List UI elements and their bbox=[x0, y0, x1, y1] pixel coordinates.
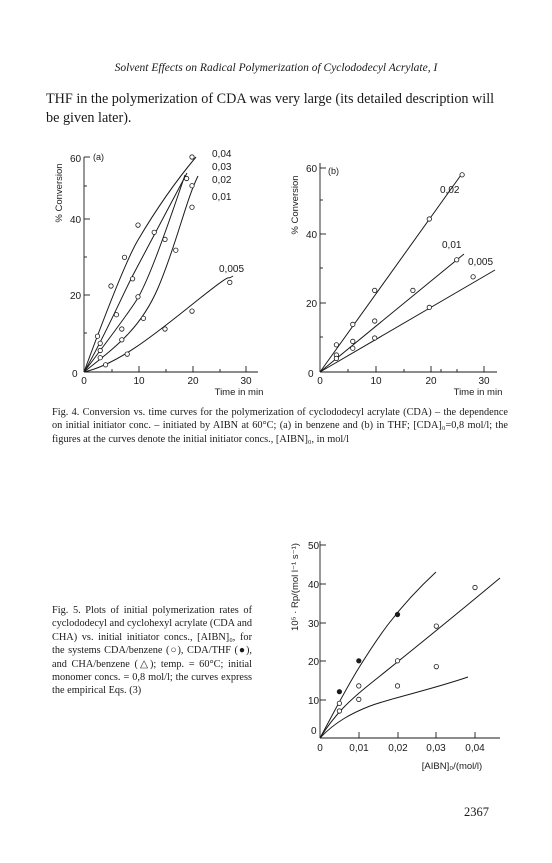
data-point bbox=[152, 230, 156, 234]
fig4b-plot bbox=[290, 163, 502, 398]
fig4a-ytick: 0 bbox=[72, 369, 78, 380]
running-head: Solvent Effects on Radical Polymerization of Cyclododecyl Acrylate, I bbox=[114, 62, 438, 74]
fig4b-xtick: 30 bbox=[478, 376, 490, 387]
data-point bbox=[471, 275, 475, 279]
data-point bbox=[357, 684, 361, 688]
fig4b-series-label: 0,02 bbox=[440, 185, 460, 196]
fig4a-curve-0.005 bbox=[84, 276, 233, 372]
fig4a-ytick: 20 bbox=[70, 291, 82, 302]
data-point bbox=[473, 585, 477, 589]
fig4b-ytick: 0 bbox=[308, 369, 314, 380]
data-point bbox=[125, 352, 129, 356]
fig4b-ytick: 60 bbox=[306, 164, 318, 175]
data-point bbox=[120, 338, 124, 342]
data-point bbox=[163, 237, 167, 241]
data-point bbox=[395, 612, 399, 616]
fig4b-ytick: 20 bbox=[306, 299, 318, 310]
fig5-ytick: 30 bbox=[308, 619, 320, 630]
fig5-xtick: 0,04 bbox=[465, 743, 485, 754]
fig4a-series-label: 0,005 bbox=[219, 264, 245, 275]
data-point bbox=[163, 327, 167, 331]
fig5-curve-cha-benzene bbox=[320, 677, 468, 738]
data-point bbox=[228, 280, 232, 284]
data-point bbox=[351, 322, 355, 326]
data-point bbox=[411, 288, 415, 292]
fig4-caption: Fig. 4. Conversion vs. time curves for the polymerization of cyclododecyl acrylate (CDA) – the dependence on initial initiator conc. – initiated by AIBN at 60°C; (a) in benzene and (b) in THF; [CDA]₀=0,8 mol/l; the figures at the curves denote the initial initiator concs., [AIBN]₀, in mol/l bbox=[52, 407, 508, 445]
data-point bbox=[103, 363, 107, 367]
data-point bbox=[351, 339, 355, 343]
fig4b-ytick: 40 bbox=[306, 230, 318, 241]
data-point bbox=[334, 343, 338, 347]
fig5-caption: Fig. 5. Plots of initial polymerization rates of cyclododecyl and cyclohexyl acrylate (CDA and CHA) vs. initial initiator concs., [AIBN]₀, for the systems CDA/benzene (○), CDA/THF (●), and CHA/benzene (△); temp. = 60°C; initial monomer concs. = 0,8 mol/l; the curves express the empirical Eqs. (3) bbox=[52, 605, 252, 697]
fig4a-ytick: 40 bbox=[70, 215, 82, 226]
fig4a-series-label: 0,04 bbox=[212, 149, 232, 160]
fig5-curve-cda-thf bbox=[320, 572, 436, 738]
fig5-xtick: 0,03 bbox=[426, 743, 446, 754]
data-point bbox=[357, 659, 361, 663]
data-point bbox=[98, 356, 102, 360]
data-point bbox=[190, 184, 194, 188]
fig4a-series-label: 0,01 bbox=[212, 192, 232, 203]
fig4b-xtick: 0 bbox=[317, 376, 323, 387]
data-point bbox=[373, 319, 377, 323]
data-point bbox=[455, 258, 459, 262]
data-point bbox=[427, 217, 431, 221]
fig5-ytick: 10 bbox=[308, 696, 320, 707]
fig5-xtick: 0,01 bbox=[349, 743, 369, 754]
data-point bbox=[351, 346, 355, 350]
data-point bbox=[122, 255, 126, 259]
data-point bbox=[334, 356, 338, 360]
fig4b-line-0.005 bbox=[320, 270, 495, 372]
intro-paragraph: THF in the polymerization of CDA was very large (its detailed description will be given later). bbox=[46, 91, 495, 126]
data-point bbox=[190, 205, 194, 209]
fig4a-xtick: 10 bbox=[133, 376, 145, 387]
fig4a-xtick: 30 bbox=[240, 376, 252, 387]
fig5-ytick: 40 bbox=[308, 580, 320, 591]
data-point bbox=[427, 305, 431, 309]
data-point bbox=[136, 295, 140, 299]
fig5-curve-cda-benzene bbox=[320, 578, 500, 738]
fig5-xtick: 0 bbox=[317, 743, 323, 754]
fig4a-series-label: 0,02 bbox=[212, 175, 232, 186]
fig5-xtick: 0,02 bbox=[388, 743, 408, 754]
data-point bbox=[120, 327, 124, 331]
data-point bbox=[357, 697, 361, 701]
fig5-ytick: 20 bbox=[308, 657, 320, 668]
fig4b-panel-label: (b) bbox=[328, 166, 339, 176]
fig4b-xtick: 10 bbox=[370, 376, 382, 387]
data-point bbox=[136, 223, 140, 227]
data-point bbox=[434, 624, 438, 628]
data-point bbox=[98, 348, 102, 352]
fig4b-y-label: % Conversion bbox=[290, 175, 301, 235]
fig4a-y-label: % Conversion bbox=[54, 163, 65, 223]
data-point bbox=[395, 659, 399, 663]
fig5-ytick: 50 bbox=[308, 541, 320, 552]
fig4b-xtick: 20 bbox=[425, 376, 437, 387]
data-point bbox=[434, 664, 438, 668]
fig4a-xtick: 0 bbox=[81, 376, 87, 387]
data-point bbox=[174, 248, 178, 252]
data-point bbox=[373, 288, 377, 292]
data-point bbox=[190, 309, 194, 313]
fig5-y-label: 10⁵ · Rp/(mol l⁻¹ s⁻¹) bbox=[290, 543, 301, 631]
fig4a-xtick: 20 bbox=[187, 376, 199, 387]
fig4a-series-label: 0,03 bbox=[212, 162, 232, 173]
fig4b-series-label: 0,005 bbox=[468, 257, 494, 268]
data-point bbox=[460, 173, 464, 177]
data-point bbox=[337, 690, 341, 694]
fig5-ytick: 0 bbox=[311, 726, 317, 737]
fig4a-panel-label: (a) bbox=[93, 152, 104, 162]
data-point bbox=[337, 701, 341, 705]
page-number: 2367 bbox=[464, 805, 489, 819]
fig5-x-label: [AIBN]₀/(mol/l) bbox=[421, 761, 483, 772]
data-point bbox=[130, 277, 134, 281]
data-point bbox=[373, 336, 377, 340]
data-point bbox=[395, 684, 399, 688]
fig4a-x-label: Time in min bbox=[214, 387, 264, 398]
data-point bbox=[141, 316, 145, 320]
data-point bbox=[184, 176, 188, 180]
data-point bbox=[114, 313, 118, 317]
fig5-plot bbox=[290, 541, 500, 772]
data-point bbox=[98, 341, 102, 345]
fig4b-series-label: 0,01 bbox=[442, 240, 462, 251]
data-point bbox=[95, 334, 99, 338]
data-point bbox=[109, 284, 113, 288]
data-point bbox=[190, 155, 194, 159]
data-point bbox=[337, 709, 341, 713]
fig4a-ytick: 60 bbox=[70, 154, 82, 165]
fig4b-x-label: Time in min bbox=[453, 387, 503, 398]
fig4a-plot bbox=[54, 149, 263, 398]
